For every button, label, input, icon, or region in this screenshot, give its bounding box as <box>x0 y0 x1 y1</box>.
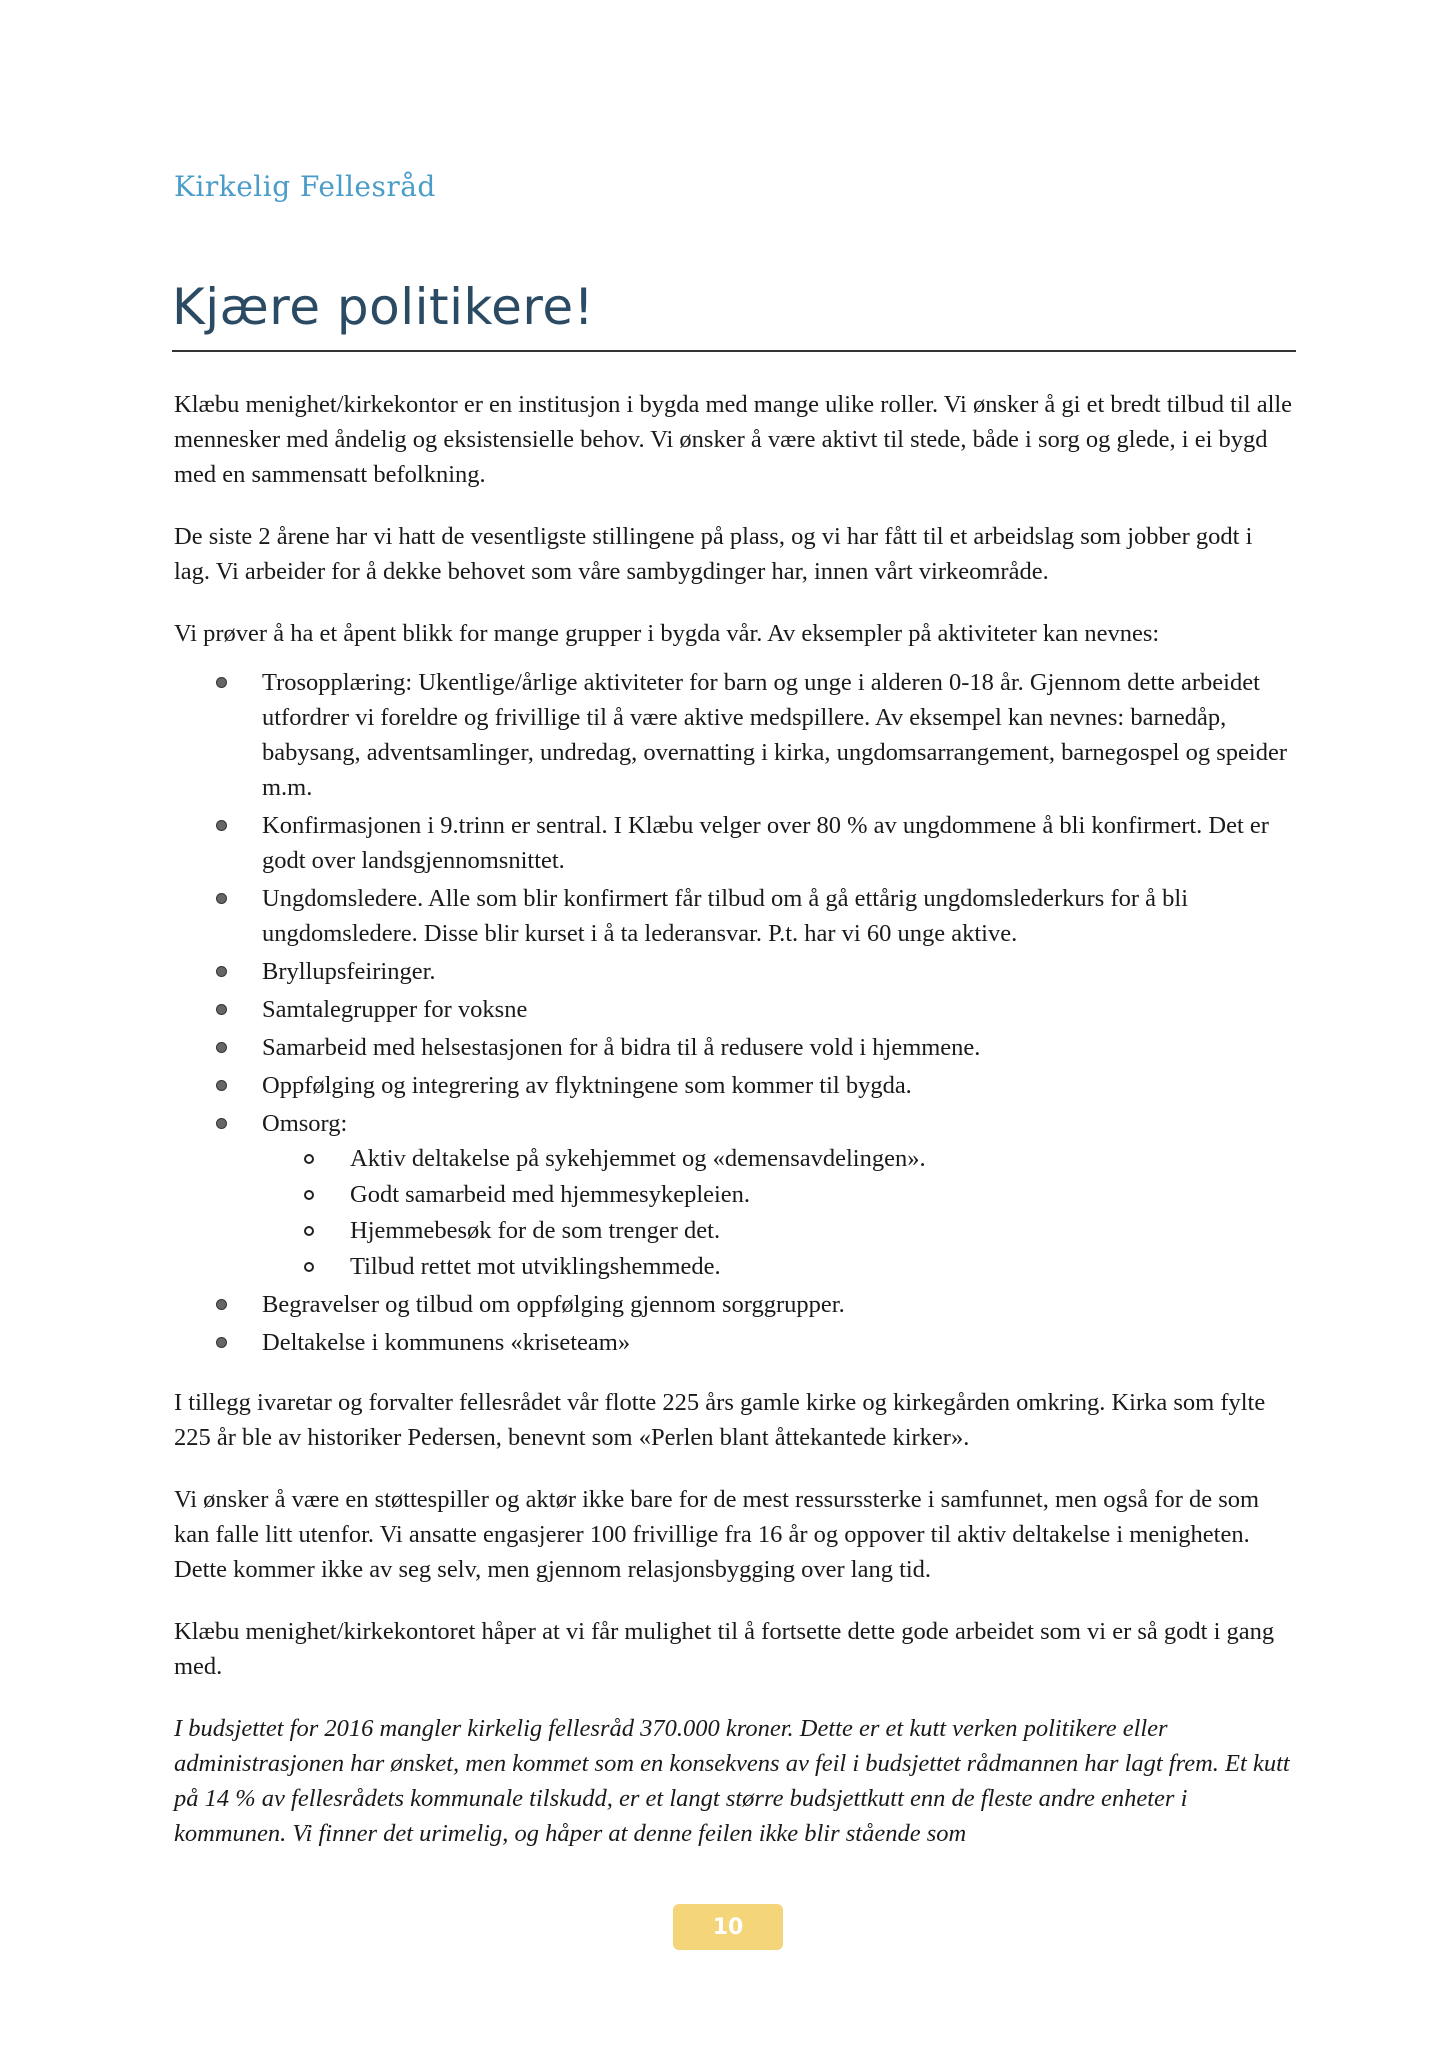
bullet-icon <box>216 820 227 831</box>
bullet-icon <box>216 1004 227 1015</box>
page-title: Kjære politikere! <box>172 278 595 336</box>
sublist-item: Godt samarbeid med hjemmesykepleien. <box>350 1177 1294 1212</box>
list-item: Samarbeid med helsestasjonen for å bidra til å redusere vold i hjemmene. <box>262 1030 1294 1065</box>
bullet-icon <box>216 1042 227 1053</box>
list-item: Omsorg: Aktiv deltakelse på sykehjemmet og «demensavdelingen». Godt samarbeid med hjemmesykepleien. Hjemmebesøk for de som trenger det. Tilbud rettet mot utviklingshemmede. <box>262 1106 1294 1284</box>
title-divider <box>172 350 1296 352</box>
intro-paragraph-3: Vi prøver å ha et åpent blikk for mange grupper i bygda vår. Av eksempler på aktiviteter kan nevnes: <box>174 620 1160 647</box>
body-paragraph-3: Klæbu menighet/kirkekontoret håper at vi får mulighet til å fortsette dette gode arbeidet som vi er så godt i gang med. <box>174 1618 1275 1680</box>
circle-bullet-icon <box>304 1262 314 1272</box>
bullet-icon <box>216 966 227 977</box>
body-paragraph-1: I tillegg ivaretar og forvalter fellesrådet vår flotte 225 års gamle kirke og kirkegården omkring. Kirka som fylte 225 år ble av historiker Pedersen, benevnt som «Perlen blant åttekantede kirker». <box>174 1389 1266 1451</box>
page-number-badge: 10 <box>673 1904 783 1950</box>
budget-paragraph: I budsjettet for 2016 mangler kirkelig fellesråd 370.000 kroner. Dette er et kutt verken politikere eller administrasjonen har ønsket, men kommet som en konsekvens av feil i budsjettet rådmannen har lagt frem. Et kutt på 14 % av fellesrådets kommunale tilskudd, er et langt større budsjettkutt enn de fleste andre enheter i kommunen. Vi finner det urimelig, og håper at denne feilen ikke blir stående som <box>174 1715 1290 1847</box>
sublist-item: Tilbud rettet mot utviklingshemmede. <box>350 1249 1294 1284</box>
letter-body <box>174 387 1294 1878</box>
circle-bullet-icon <box>304 1226 314 1236</box>
list-item: Trosopplæring: Ukentlige/årlige aktiviteter for barn og unge i alderen 0-18 år. Gjennom dette arbeidet utfordrer vi foreldre og frivillige til å være aktive medspillere. Av eksempel kan nevnes: barnedåp, babysang, adventsamlinger, undredag, overnatting i kirka, ungdomsarrangement, barnegospel og speider m.m. <box>262 665 1294 805</box>
organization-name: Kirkelig Fellesråd <box>174 170 436 203</box>
care-sublist <box>262 1141 1294 1284</box>
bullet-icon <box>216 1337 227 1348</box>
bullet-icon <box>216 1118 227 1129</box>
list-item: Deltakelse i kommunens «kriseteam» <box>262 1325 1294 1360</box>
list-item: Konfirmasjonen i 9.trinn er sentral. I Klæbu velger over 80 % av ungdommene å bli konfirmert. Det er godt over landsgjennomsnittet. <box>262 808 1294 878</box>
intro-paragraph-2: De siste 2 årene har vi hatt de vesentligste stillingene på plass, og vi har fått til et arbeidslag som jobber godt i lag. Vi arbeider for å dekke behovet som våre sambygdinger har, innen vårt virkeområde. <box>174 523 1253 585</box>
circle-bullet-icon <box>304 1190 314 1200</box>
list-item: Bryllupsfeiringer. <box>262 954 1294 989</box>
circle-bullet-icon <box>304 1154 314 1164</box>
sublist-item: Hjemmebesøk for de som trenger det. <box>350 1213 1294 1248</box>
bullet-icon <box>216 893 227 904</box>
list-item: Oppfølging og integrering av flyktningene som kommer til bygda. <box>262 1068 1294 1103</box>
sublist-item: Aktiv deltakelse på sykehjemmet og «demensavdelingen». <box>350 1141 1294 1176</box>
list-item: Samtalegrupper for voksne <box>262 992 1294 1027</box>
bullet-icon <box>216 1080 227 1091</box>
list-item: Ungdomsledere. Alle som blir konfirmert får tilbud om å gå ettårig ungdomslederkurs for å bli ungdomsledere. Disse blir kurset i å ta lederansvar. P.t. har vi 60 unge aktive. <box>262 881 1294 951</box>
bullet-icon <box>216 1299 227 1310</box>
bullet-icon <box>216 677 227 688</box>
list-item: Begravelser og tilbud om oppfølging gjennom sorggrupper. <box>262 1287 1294 1322</box>
intro-paragraph-1: Klæbu menighet/kirkekontor er en institusjon i bygda med mange ulike roller. Vi ønsker å gi et bredt tilbud til alle mennesker med åndelig og eksistensielle behov. Vi ønsker å være aktivt til stede, både i sorg og glede, i ei bygd med en sammensatt befolkning. <box>174 391 1293 488</box>
body-paragraph-2: Vi ønsker å være en støttespiller og aktør ikke bare for de mest ressurssterke i samfunnet, men også for de som kan falle litt utenfor. Vi ansatte engasjerer 100 frivillige fra 16 år og oppover til aktiv deltakelse i menigheten. Dette kommer ikke av seg selv, men gjennom relasjonsbygging over lang tid. <box>174 1486 1260 1583</box>
activities-list <box>174 665 1294 1360</box>
